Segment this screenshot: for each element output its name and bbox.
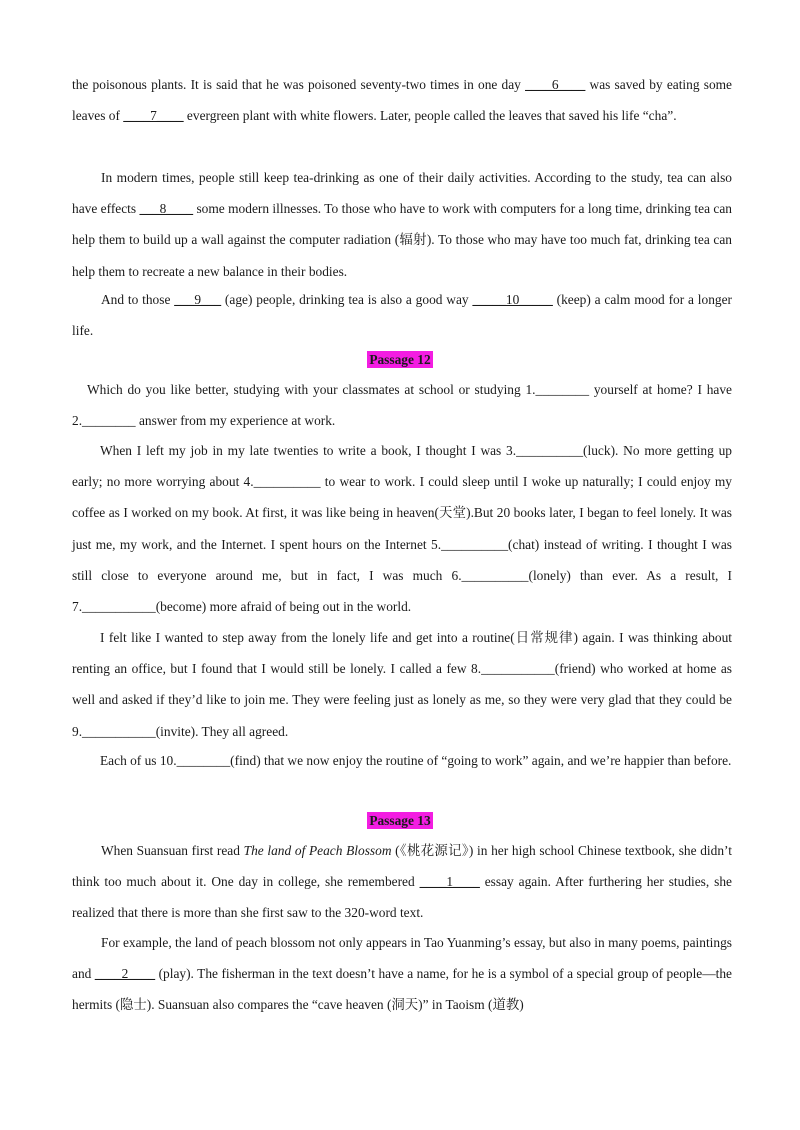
blank-8: ___8____ (139, 201, 194, 217)
blank-10: _____10_____ (472, 292, 553, 307)
text-run: (age) people, drinking tea is also a good way (221, 292, 473, 307)
passage-12-heading (0, 351, 800, 369)
passage-12-paragraph-4: Each of us 10.________(find) that we now enjoy the routine of “going to work” again, and we’re happier than before. (100, 753, 732, 768)
heading-text: Passage 12 (369, 352, 431, 367)
text-run: (play). The fisherman in the text doesn’t have a name, for he is a symbol of a special group of people—the hermits (隐士). Suansuan also compares the “cave heaven (洞天)” in Taoism (道教) (72, 966, 732, 1013)
text-run: In modern times, people still keep tea-drinking as one of their daily activities. According to the study, tea can also have effects (72, 170, 732, 217)
passage-12-paragraph-3: I felt like I wanted to step away from the lonely life and get into a routine(日常规律) again. I was thinking about renting an office, but I found that I would still be lonely. I called a few 8.___________(friend) who worked at home as well and asked if they’d like to join me. They were feeling just as lonely as me, so they were very glad that they could be 9.___________(invite). They all agreed. (72, 630, 732, 739)
text-run: (keep) a calm mood for a longer life. (72, 292, 732, 339)
blank-7: ____7____ (123, 108, 184, 124)
text-run: (《桃花源记》) in her high school Chinese textbook, she didn’t think too much about it. One day in college, she remembered (72, 843, 732, 890)
passage-12-paragraph-1: Which do you like better, studying with your classmates at school or studying 1.________ yourself at home? I have 2.________ answer from my experience at work. (72, 382, 732, 429)
text-run: For example, the land of peach blossom not only appears in Tao Yuanming’s essay, but also in many poems, paintings and (72, 935, 732, 982)
book-title: The land of Peach Blossom (243, 843, 392, 858)
blank-9: ___9___ (174, 292, 222, 307)
text-run: was saved by eating some leaves of (72, 77, 732, 124)
blank-6: ____6____ (525, 77, 586, 92)
text-run: When Suansuan first read (101, 843, 244, 858)
text-run: And to those (101, 292, 175, 307)
passage-12-paragraph-2: When I left my job in my late twenties to write a book, I thought I was 3.__________(luck). No more getting up early; no more worrying about 4.__________ to wear to work. I could sleep until I woke up naturally; I could enjoy my coffee as I worked on my book. At first, it was like being in heaven(天堂).But 20 books later, I began to feel lonely. It was just me, my work, and the Internet. I spent hours on the Internet 5.__________(chat) instead of writing. I thought I was still close to everyone around me, but in fact, I was much 6.__________(lonely) than ever. As a result, I 7.___________(become) more afraid of being out in the world. (72, 443, 732, 615)
text-run: the poisonous plants. It is said that he was poisoned seventy-two times in one day (72, 77, 526, 92)
passage-11-paragraph-1 (72, 69, 732, 131)
passage-11-paragraph-3 (72, 284, 732, 346)
blank-1: ____1____ (419, 874, 480, 890)
passage-13-paragraph-2 (72, 927, 732, 1021)
text-run: evergreen plant with white flowers. Later, people called the leaves that saved his life “cha”. (183, 108, 677, 124)
heading-text: Passage 13 (369, 813, 431, 828)
passage-13-paragraph-1 (72, 835, 732, 929)
passage-11-paragraph-2 (72, 162, 732, 287)
text-run: some modern illnesses. To those who have to work with computers for a long time, drinking tea can help them to build up a wall against the computer radiation (辐射). To those who may have too much fat, drinking tea can help them to recreate a new balance in their bodies. (72, 201, 732, 279)
text-run: essay again. After furthering her studies, she realized that there is more than she first saw to the 320-word text. (72, 874, 732, 921)
blank-2: ____2____ (94, 966, 156, 982)
passage-13-heading (0, 812, 800, 830)
